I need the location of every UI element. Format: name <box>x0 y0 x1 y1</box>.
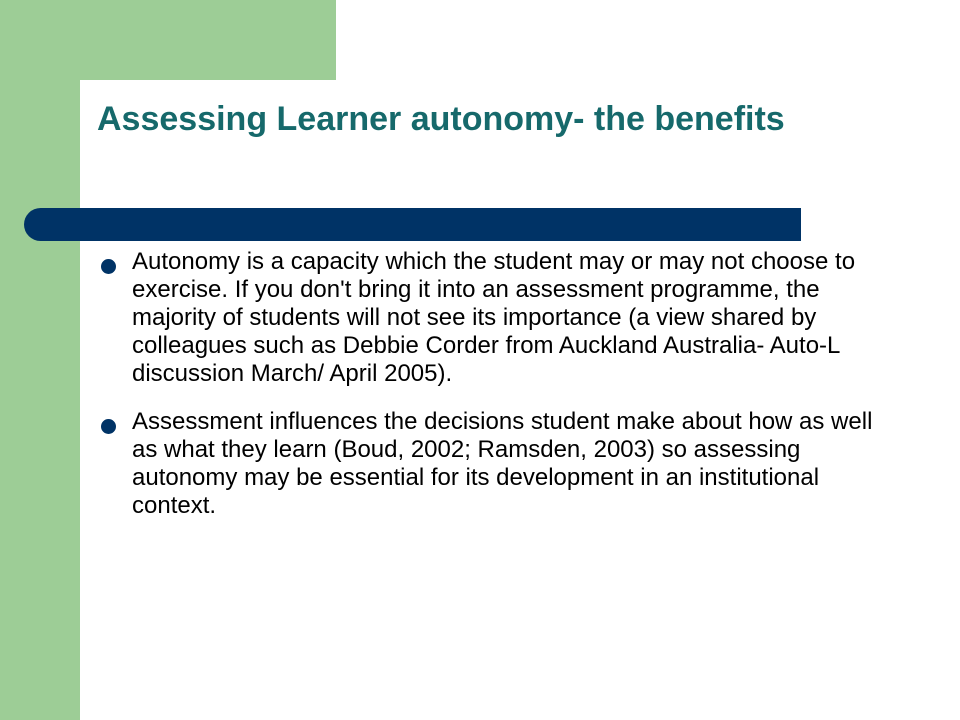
bullet-list <box>100 248 890 540</box>
bullet-dot-icon <box>101 419 116 434</box>
bullet-text: Assessment influences the decisions student make about how as well as what they learn (Boud, 2002; Ramsden, 2003) so assessing autonomy may be essential for its development in an institutional context. <box>132 408 873 519</box>
top-accent-bar <box>0 0 336 80</box>
title-divider-bar <box>24 208 801 241</box>
bullet-text: Autonomy is a capacity which the student may or may not choose to exercise. If you don't bring it into an assessment programme, the majority of students will not see its importance (a view shared by colleagues such as Debbie Corder from Auckland Australia- Auto-L discussion March/ April 2005). <box>132 248 856 387</box>
left-accent-bar <box>0 0 80 720</box>
slide-title: Assessing Learner autonomy- the benefits <box>97 100 785 138</box>
list-item <box>100 248 890 388</box>
bullet-dot-icon <box>101 259 116 274</box>
list-item <box>100 408 890 520</box>
